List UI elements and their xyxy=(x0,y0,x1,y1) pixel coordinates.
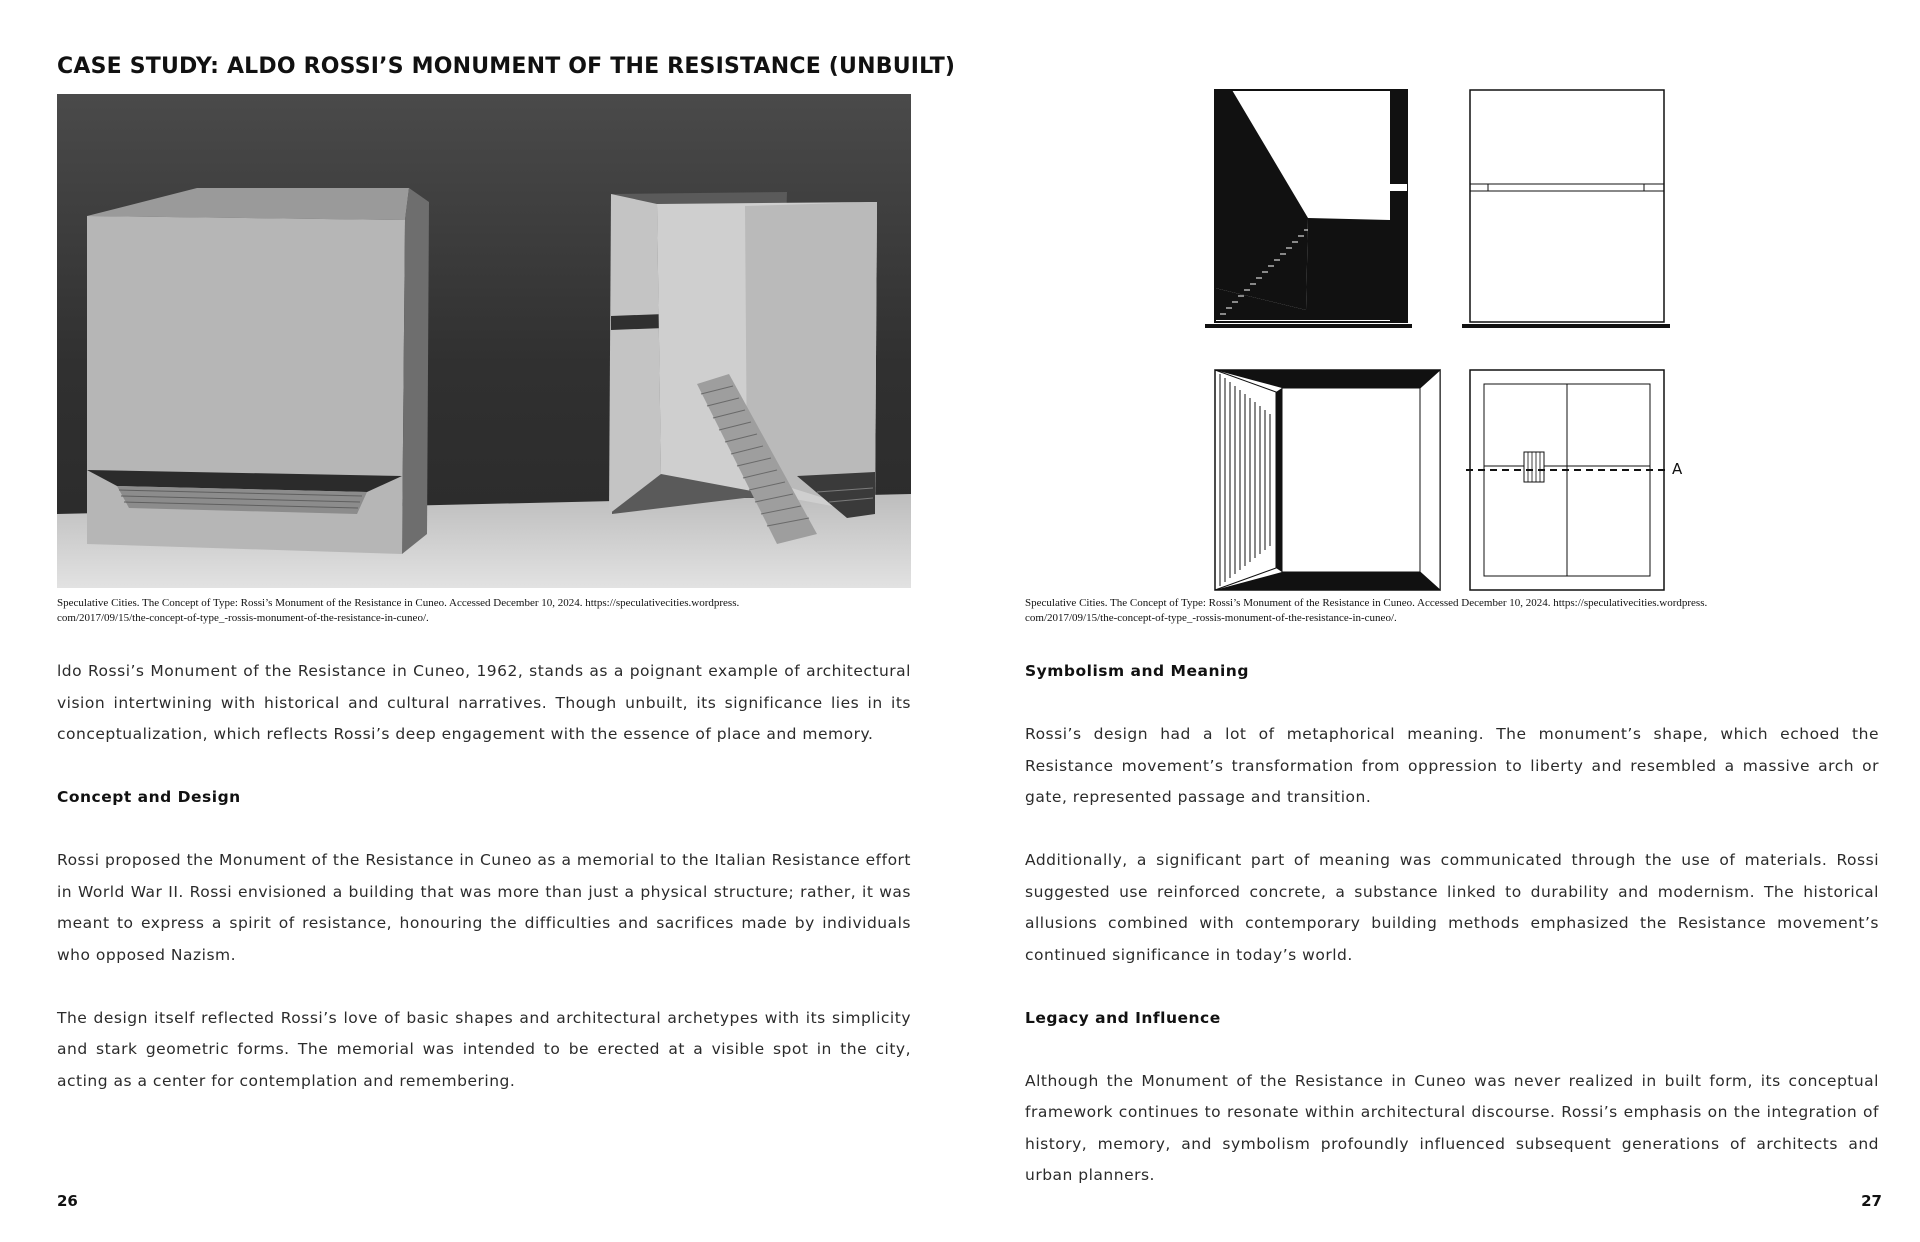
model-photograph xyxy=(57,94,911,588)
elevation-drawing xyxy=(1462,90,1670,326)
section-heading: Concept and Design xyxy=(57,788,241,806)
caption-line: com/2017/09/15/the-concept-of-type_-rossis-monument-of-the-resistance-in-cuneo/. xyxy=(57,612,429,624)
plan-drawing xyxy=(1215,370,1440,590)
body-paragraph: Rossi’s design had a lot of metaphorical meaning. The monument’s shape, which echoed the Resistance movement’s transformation from oppression to liberty and resembled a massive arch or gate, represented passage and transition. xyxy=(1025,725,1879,806)
right-page xyxy=(960,0,1920,1242)
intro-paragraph: ldo Rossi’s Monument of the Resistance in Cuneo, 1962, stands as a poignant example of architectural vision intertwining with historical and cultural narratives. Though unbuilt, its significance lies in its conceptualization, which reflects Rossi’s deep engagement with the essence of place and memory. xyxy=(57,662,911,743)
caption-line: com/2017/09/15/the-concept-of-type_-rossis-monument-of-the-resistance-in-cuneo/. xyxy=(1025,612,1397,624)
section-heading: Legacy and Influence xyxy=(1025,1008,1221,1027)
page-title: CASE STUDY: ALDO ROSSI’S MONUMENT OF THE RESISTANCE (UNBUILT) xyxy=(57,54,956,79)
page-number: 26 xyxy=(57,1192,78,1210)
section-heading: Symbolism and Meaning xyxy=(1025,662,1249,680)
caption-line: Speculative Cities. The Concept of Type: Rossi’s Monument of the Resistance in Cuneo. Accessed December 10, 2024. https://speculativecities.wordpress. xyxy=(57,597,740,609)
section-marker: A xyxy=(1672,460,1683,478)
page-number: 27 xyxy=(1861,1192,1882,1210)
article-body xyxy=(1025,656,1879,1223)
image-caption xyxy=(1025,596,1885,626)
section-drawing xyxy=(1205,90,1412,326)
site-plan-drawing xyxy=(1466,370,1683,590)
architectural-drawings xyxy=(1180,88,1700,598)
article-body xyxy=(57,656,911,1129)
image-caption xyxy=(57,596,917,626)
caption-line: Speculative Cities. The Concept of Type: Rossi’s Monument of the Resistance in Cuneo. Accessed December 10, 2024. https://speculativecities.wordpress. xyxy=(1025,597,1708,609)
body-paragraph: The design itself reflected Rossi’s love of basic shapes and architectural archetypes with its simplicity and stark geometric forms. The memorial was intended to be erected at a visible spot in the city, acting as a center for contemplation and remembering. xyxy=(57,1008,911,1090)
body-paragraph: Although the Monument of the Resistance in Cuneo was never realized in built form, its conceptual framework continues to resonate within architectural discourse. Rossi’s emphasis on the integration of history, memory, and symbolism profoundly influenced subsequent generations of architects and urban planners. xyxy=(1025,1071,1879,1184)
body-paragraph: Rossi proposed the Monument of the Resistance in Cuneo as a memorial to the Italian Resistance effort in World War II. Rossi envisioned a building that was more than just a physical structure; rather, it was meant to express a spirit of resistance, honouring the difficulties and sacrifices made by individuals who opposed Nazism. xyxy=(57,851,911,964)
body-paragraph: Additionally, a significant part of meaning was communicated through the use of materials. Rossi suggested use reinforced concrete, a substance linked to durability and modernism. The historical allusions combined with contemporary building methods emphasized the Resistance movement’s continued significance in today’s world. xyxy=(1025,851,1879,964)
